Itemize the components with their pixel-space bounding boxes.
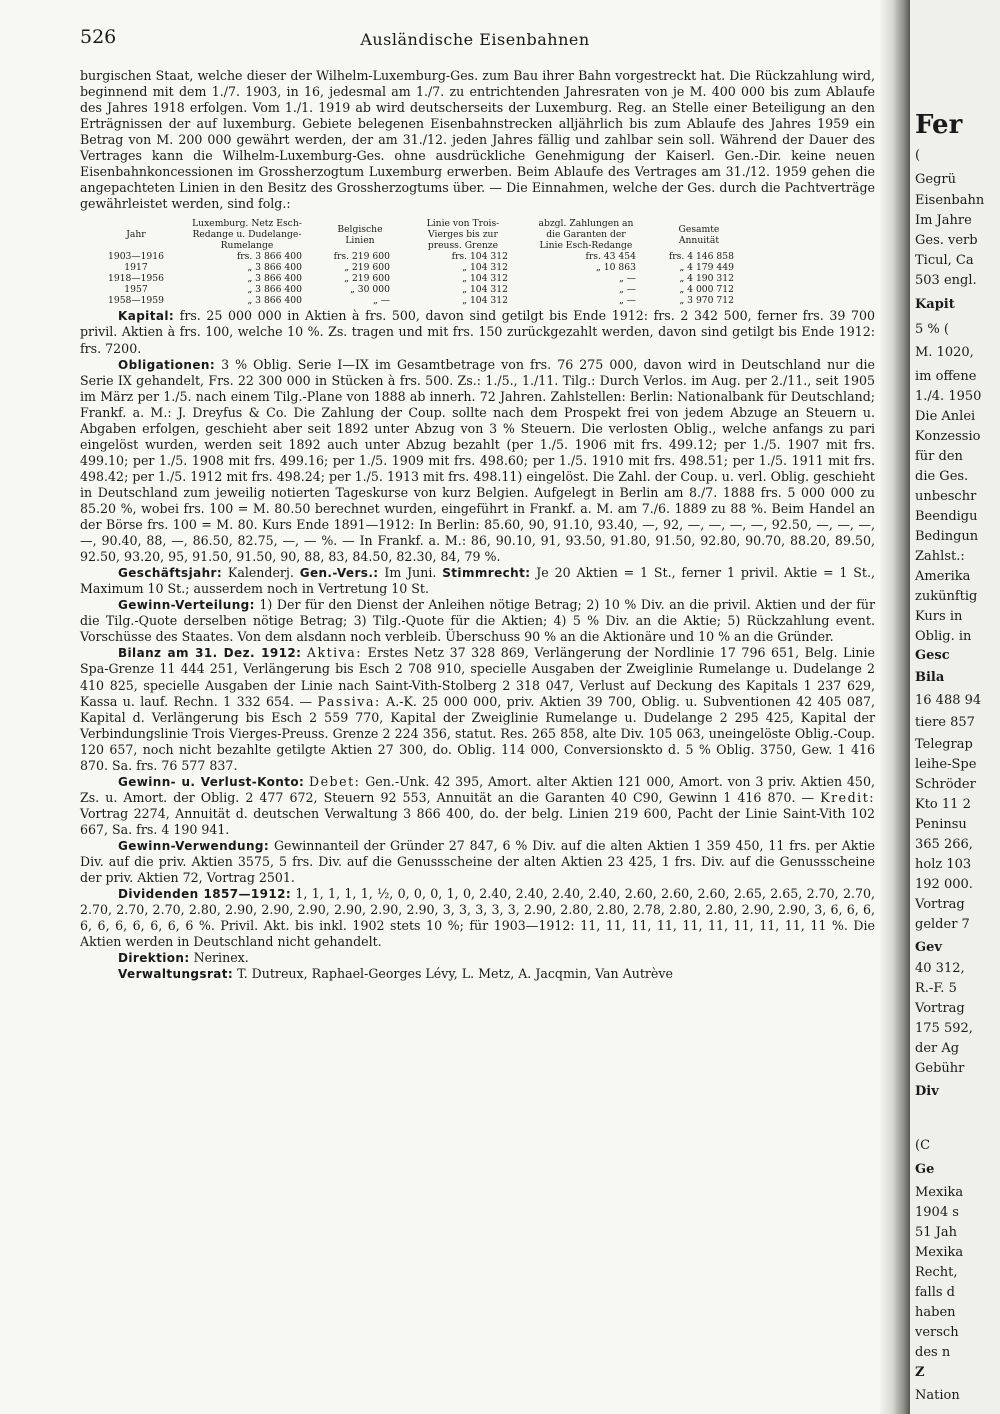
table-cell: „ —: [619, 284, 636, 296]
dividenden-text: 1, 1, 1, 1, 1, ½, 0, 0, 0, 1, 0, 2.40, 2.40, 2.40, 2.40, 2.60, 2.60, 2.60, 2.65, 2.65, 2.70, 2.70, 2.70, 2.70, 2.70, 2.80, 2.90, 2.90, 2.90, 2.90, 2.90, 2.90, 3, 3, 3, 3, 3, 2.90, 2.80, 2.80, 2.78, 2.80, 2.80, 2.90, 2.90, 3, 6, 6, 6, 6, 6, 6, 6, 6, 6, 6 %. Privil. Akt. bis inkl. 1902 stets 10 %; für 1903—1912: 11, 11, 11, 11, 11, 11, 11, 11, 11, 11 %. Die Aktien werden in Deutschland nicht gehandelt.: [80, 886, 875, 950]
next-page-line: Schröder: [915, 777, 976, 792]
next-page-line: Z: [915, 1365, 925, 1380]
next-page-line: (: [915, 148, 921, 163]
next-page-line: 40 312,: [915, 961, 965, 976]
table-cell: „ 30 000: [350, 284, 390, 296]
next-page-line: 5 % (: [915, 322, 949, 337]
direktion-text: Nerinex.: [193, 950, 249, 966]
table-header: abzgl. Zahlungen an die Garanten der Linie Esch-Redange: [538, 218, 634, 252]
table-row: [94, 284, 748, 295]
gewinnverwendung-section: [80, 838, 875, 886]
table-header: Jahr: [126, 229, 146, 241]
next-page-line: R.-F. 5: [915, 981, 957, 996]
next-page-line: des n: [915, 1345, 951, 1360]
table-body: [94, 251, 748, 306]
gewinnkonto-section: [80, 774, 875, 838]
table-cell: „ 10 863: [596, 262, 636, 274]
next-page-line: Ges. verb: [915, 233, 978, 248]
next-page-line: Konzessio: [915, 429, 981, 444]
table-cell: „ 4 179 449: [679, 262, 734, 274]
next-page-line: tiere 857: [915, 715, 975, 730]
next-page-line: zukünftig: [915, 589, 978, 604]
table-cell: frs. 104 312: [451, 251, 508, 263]
next-page-line: Bila: [915, 670, 945, 685]
table-cell: 1957: [124, 284, 148, 296]
table-header: Gesamte Annuität: [678, 223, 720, 246]
next-page-line: Kapit: [915, 297, 955, 312]
table-cell: „ 219 600: [344, 273, 390, 285]
kredit-text: Vortrag 2274, Annuität d. deutschen Verwaltung 3 866 400, do. der belg. Linien 219 600, Pacht der Linie Saint-Vith 102 667, Sa. frs. 4 190 941.: [80, 805, 875, 837]
next-page-line: leihe-Spe: [915, 757, 977, 772]
table-cell: „ 4 190 312: [679, 273, 734, 285]
table-cell: „ 3 866 400: [247, 273, 302, 285]
next-page-line: gelder 7: [915, 917, 970, 932]
table-row: [94, 262, 748, 273]
table-cell: „ 3 866 400: [247, 262, 302, 274]
annuity-table: [94, 218, 748, 306]
next-page-line: Gebühr: [915, 1061, 965, 1076]
table-cell: „ 104 312: [462, 284, 508, 296]
table-row: [94, 273, 748, 284]
intro-paragraph: burgischen Staat, welche dieser der Wilhelm-Luxemburg-Ges. zum Bau ihrer Bahn vorgestreckt hat. Die Rückzahlung wird, beginnend mit dem 1./7. 1903, in 16, jedesmal am 1./7. zu entrichtenden Jahresraten von je M. 400 000 bis zum Ablaufe des Jahres 1918 erfolgen. Vom 1./1. 1919 ab wird deutscherseits der Luxemburg. Reg. an Stelle einer Beteiligung an den Erträgnissen der auf luxemburg. Gebiete belegenen Eisenbahnstrecken alljährlich bis zum Ablaufe des Jahres 1959 ein Betrag von M. 200 000 gewährt werden, der am 31./12. jeden Jahres fällig und zahlbar sein soll. Während der Dauer des Vertrages kann die Wilhelm-Luxemburg-Ges. ohne ausdrückliche Genehmigung der Kaiserl. Gen.-Dir. keine neuen Eisenbahnkoncessionen im Grossherzogtum Luxemburg erwerben. Beim Ablaufe des Vertrages am 31./12. 1959 gehen die angepachteten Linien in den Besitz des Grossherzogtums über. — Die Einnahmen, welche der Ges. durch die Pachtverträge gewährleistet werden, sind folg.:: [80, 68, 875, 212]
next-page-line: M. 1020,: [915, 345, 974, 360]
next-page-line: für den: [915, 449, 963, 464]
next-page-line: Zahlst.:: [915, 549, 965, 564]
next-page-line: Ticul, Ca: [915, 253, 974, 268]
table-header: Linie von Trois-Vierges bis zur preuss. Grenze: [426, 218, 500, 252]
obligationen-text: 3 % Oblig. Serie I—IX im Gesamtbetrage von frs. 76 275 000, davon wird in Deutschland nur die Serie IX gehandelt, Frs. 22 300 000 in Stücken à frs. 500. Zs.: 1./5., 1./11. Tilg.: Durch Verlos. im Aug. per 2./11., seit 1905 im März per 1./5. nach einem Tilg.-Plane von 1888 ab innerh. 72 Jahren. Zahlstellen: Berlin: Nationalbank für Deutschland; Frankf. a. M.: J. Dreyfus & Co. Die Zahlung der Coup. sollte nach dem Prospekt frei von jedem Abzuge an Steuern u. Abgaben erfolgen, geschieht aber seit 1892 unter Abzug von 3 % Steuern. Die verlosten Oblig., welche anfangs zu pari eingelöst wurden, werden seit 1892 auch unter Abzug bezahlt (per 1./5. 1906 mit frs. 499.12; per 1./5. 1907 mit frs. 499.10; per 1./5. 1908 mit frs. 499.16; per 1./5. 1909 mit frs. 498.60; per 1./5. 1910 mit frs. 498.51; per 1./5. 1911 mit frs. 498.42; per 1./5. 1912 mit frs. 498.24; per 1./5. 1913 mit frs. 498.11) eingelöst. Die Zahl. der Coup. u. verl. Oblig. geschieht in Deutschland zum jeweilig notierten Tageskurse von kurz Belgien. Aufgelegt in Berlin am 8./7. 1888 frs. 5 000 000 zu 85.20 %, wobei frs. 100 = M. 80.50 berechnet wurden, eingeführt in Frankf. a. M. am 7./6. 1889 zu 88 %. Beim Handel an der Börse frs. 100 = M. 80. Kurs Ende 1891—1912: In Berlin: 85.60, 90, 91.10, 93.40, —, 92, —, —, —, —, 92.50, —, —, —, —, 90.40, 88, —, 86.50, 82.75, —, — %. — In Frankf. a. M.: 86, 90.10, 91, 93.50, 91.80, 91.50, 92.80, 90.70, 88.20, 89.50, 92.50, 93.20, 95, 91.50, 91.50, 90, 88, 83, 84.50, 82.30, 84, 79 %.: [80, 356, 875, 565]
running-title: Ausländische Eisenbahnen: [360, 30, 590, 49]
passiva-label: Passiva:: [317, 693, 381, 709]
next-page-line: Peninsu: [915, 817, 967, 832]
page-number: 526: [80, 26, 117, 48]
next-page-line: Fer: [915, 110, 963, 140]
table-cell: „ —: [373, 295, 390, 307]
kapital-label: Kapital:: [118, 309, 175, 324]
next-page-line: Mexika: [915, 1245, 964, 1260]
verwaltungsrat-section: [80, 966, 875, 982]
next-page-line: versch: [915, 1325, 959, 1340]
next-page-line: 192 000.: [915, 877, 973, 892]
next-page-line: haben: [915, 1305, 956, 1320]
page-body: [80, 68, 875, 982]
page-header: [80, 22, 870, 52]
table-cell: „ 3 866 400: [247, 295, 302, 307]
table-cell: frs. 43 454: [585, 251, 636, 263]
table-cell: „ —: [619, 295, 636, 307]
stimmrecht-text: Je 20 Aktien = 1 St., ferner 1 privil. Aktie = 1 St., Maximum 10 St.; ausserdem noch in Vertretung 10 St.: [80, 565, 875, 597]
next-page-line: 503 engl.: [915, 273, 977, 288]
table-cell: „ 219 600: [344, 262, 390, 274]
table-header-row: [94, 218, 748, 251]
bilanz-label: Bilanz am 31. Dez. 1912:: [118, 646, 302, 661]
next-page-line: Recht,: [915, 1265, 958, 1280]
table-cell: frs. 4 146 858: [668, 251, 734, 263]
next-page-line: der Ag: [915, 1041, 960, 1056]
table-cell: „ 3 866 400: [247, 284, 302, 296]
next-page-line: Die Anlei: [915, 409, 976, 424]
next-page-line: Gesc: [915, 648, 950, 663]
next-page-line: unbeschr: [915, 489, 977, 504]
gewinnverwendung-label: Gewinn-Verwendung:: [118, 838, 270, 853]
next-page-line: 16 488 94: [915, 693, 982, 708]
next-page-line: Oblig. in: [915, 629, 972, 644]
next-page-line: Vortrag: [915, 1001, 965, 1016]
dividenden-label: Dividenden 1857—1912:: [118, 887, 292, 902]
geschaeftsjahr-section: [80, 565, 875, 597]
direktion-label: Direktion:: [118, 951, 190, 966]
table-cell: 1958—1959: [108, 295, 164, 307]
verwaltungsrat-label: Verwaltungsrat:: [118, 967, 234, 982]
table-cell: „ —: [619, 273, 636, 285]
dividenden-section: [80, 886, 875, 950]
geschaeftsjahr-label: Geschäftsjahr:: [118, 566, 223, 581]
next-page-line: holz 103: [915, 857, 972, 872]
geschaeftsjahr-text: Kalenderj.: [227, 565, 294, 581]
next-page-line: die Ges.: [915, 469, 969, 484]
aktiva-label: Aktiva:: [306, 645, 363, 661]
next-page-line: Bedingun: [915, 529, 979, 544]
adjacent-page-fragment: [910, 0, 1000, 1414]
table-row: [94, 295, 748, 306]
next-page-line: Ge: [915, 1162, 935, 1177]
next-page-line: Gegrü: [915, 172, 956, 187]
next-page-line: Nation: [915, 1388, 960, 1403]
next-page-line: Kto 11 2: [915, 797, 971, 812]
obligationen-section: [80, 357, 875, 566]
direktion-section: [80, 950, 875, 966]
kredit-label: Kredit:: [820, 789, 875, 805]
table-cell: „ 104 312: [462, 262, 508, 274]
table-cell: frs. 219 600: [333, 251, 390, 263]
next-page-line: Amerika: [915, 569, 971, 584]
next-page-line: Mexika: [915, 1185, 964, 1200]
gen-vers-text: Im Juni.: [384, 565, 437, 581]
next-page-line: Im Jahre: [915, 213, 972, 228]
next-page-line: 1904 s: [915, 1205, 959, 1220]
verwaltungsrat-text: T. Dutreux, Raphael-Georges Lévy, L. Metz, A. Jacqmin, Van Autrève: [237, 966, 673, 982]
table-cell: „ 104 312: [462, 273, 508, 285]
next-page-line: 51 Jah: [915, 1225, 958, 1240]
table-cell: „ 104 312: [462, 295, 508, 307]
next-page-line: Div: [915, 1084, 939, 1099]
next-page-line: 1./4. 1950: [915, 389, 982, 404]
gewinnverwendung-text: Gewinnanteil der Gründer 27 847, 6 % Div. auf die alten Aktien 1 359 450, 11 frs. per Aktie Div. auf die priv. Aktien 3575, 5 frs. Div. auf die Genussscheine der alten Aktien 23 425, 1 frs. Div. auf die Genussscheine der priv. Aktien 72, Vortrag 2501.: [80, 837, 875, 886]
gewinnverteilung-label: Gewinn-Verteilung:: [118, 598, 255, 613]
passiva-text: A.-K. 25 000 000, priv. Aktien 39 700, Oblig. u. Subventionen 42 405 087, Kapital d. Verlängerung bis Esch 2 559 770, Kapital der Zweiglinie Rumelange u. Dudelange 2 295 425, Kapital der Verbindungslinie Trois Vierges-Preuss. Grenze 2 224 356, statut. Res. 265 858, alte Div. 105 063, uneingelöste Oblig.-Coup. 120 657, noch nicht bezahlte getilgte Aktien 27 300, do. Oblig. 114 000, Conversionskto d. 5 % Oblig. 3750, Gew. 1 416 870. Sa. frs. 76 577 837.: [80, 693, 875, 773]
obligationen-label: Obligationen:: [118, 357, 216, 372]
next-page-line: Gev: [915, 940, 942, 955]
debet-text: Gen.-Unk. 42 395, Amort. alter Aktien 121 000, Amort. von 3 priv. Aktien 450, Zs. u. Amort. der Oblig. 2 477 672, Steuern 92 553, Annuität an die Garanten 40 C90, Gewinn 1 416 870. —: [80, 773, 875, 805]
next-page-line: Vortrag: [915, 897, 965, 912]
debet-label: Debet:: [309, 773, 361, 789]
next-page-line: Kurs in: [915, 609, 963, 624]
table-cell: frs. 3 866 400: [236, 251, 302, 263]
gewinnverteilung-text: 1) Der für den Dienst der Anleihen nötige Betrag; 2) 10 % Div. an die privil. Aktien und der für die Tilg.-Quote derselben nötige Betrag; 3) Tilg.-Quote für die Aktien; 4) 5 % Div. an die Aktie; 5) Rückzahlung event. Vorschüsse des Staates. Von dem alsdann noch verbleib. Überschuss 90 % an die Aktionäre und 10 % an die Gründer.: [80, 597, 875, 645]
table-header: Luxemburg. Netz Esch-Redange u. Dudelange-Rumelange: [192, 218, 302, 252]
table-cell: „ 4 000 712: [679, 284, 734, 296]
stimmrecht-label: Stimmrecht:: [442, 566, 531, 581]
next-page-line: Telegrap: [915, 737, 973, 752]
next-page-line: (C: [915, 1138, 931, 1153]
next-page-line: im offene: [915, 369, 977, 384]
table-cell: 1917: [124, 262, 148, 274]
gewinnverteilung-section: [80, 597, 875, 645]
bilanz-section: [80, 645, 875, 773]
book-gutter: [880, 0, 910, 1414]
next-page-line: 175 592,: [915, 1021, 973, 1036]
gen-vers-label: Gen.-Vers.:: [299, 566, 379, 581]
table-header: Belgische Linien: [337, 223, 383, 246]
table-cell: 1918—1956: [108, 273, 164, 285]
table-cell: 1903—1916: [108, 251, 164, 263]
table-cell: „ 3 970 712: [679, 295, 734, 307]
aktiva-text: Erstes Netz 37 328 869, Verlängerung der Nordlinie 17 796 651, Belg. Linie Spa-Grenze 11 444 251, Verlängerung bis Esch 2 708 910, specielle Ausgaben der Zweiglinie Rumelange u. Dudelange 2 410 825, specielle Ausgaben der Linie nach Saint-Vith-Stolberg 2 318 047, Verlust auf Deckung des Kapitals 1 237 629, Kassa u. lauf. Rechn. 1 332 654. —: [80, 645, 875, 709]
next-page-line: Eisenbahn: [915, 193, 985, 208]
next-page-line: 365 266,: [915, 837, 973, 852]
gewinnkonto-label: Gewinn- u. Verlust-Konto:: [118, 774, 305, 789]
next-page-line: Beendigu: [915, 509, 978, 524]
kapital-text: frs. 25 000 000 in Aktien à frs. 500, davon sind getilgt bis Ende 1912: frs. 2 342 500, ferner frs. 39 700 privil. Aktien à frs. 100, welche 10 %. Zs. tragen und mit frs. 150 zurückgezahlt werden, davon sind getilgt bis Ende 1912: frs. 7200.: [80, 308, 875, 356]
table-row: [94, 251, 748, 262]
kapital-section: [80, 308, 875, 356]
next-page-line: falls d: [915, 1285, 956, 1300]
